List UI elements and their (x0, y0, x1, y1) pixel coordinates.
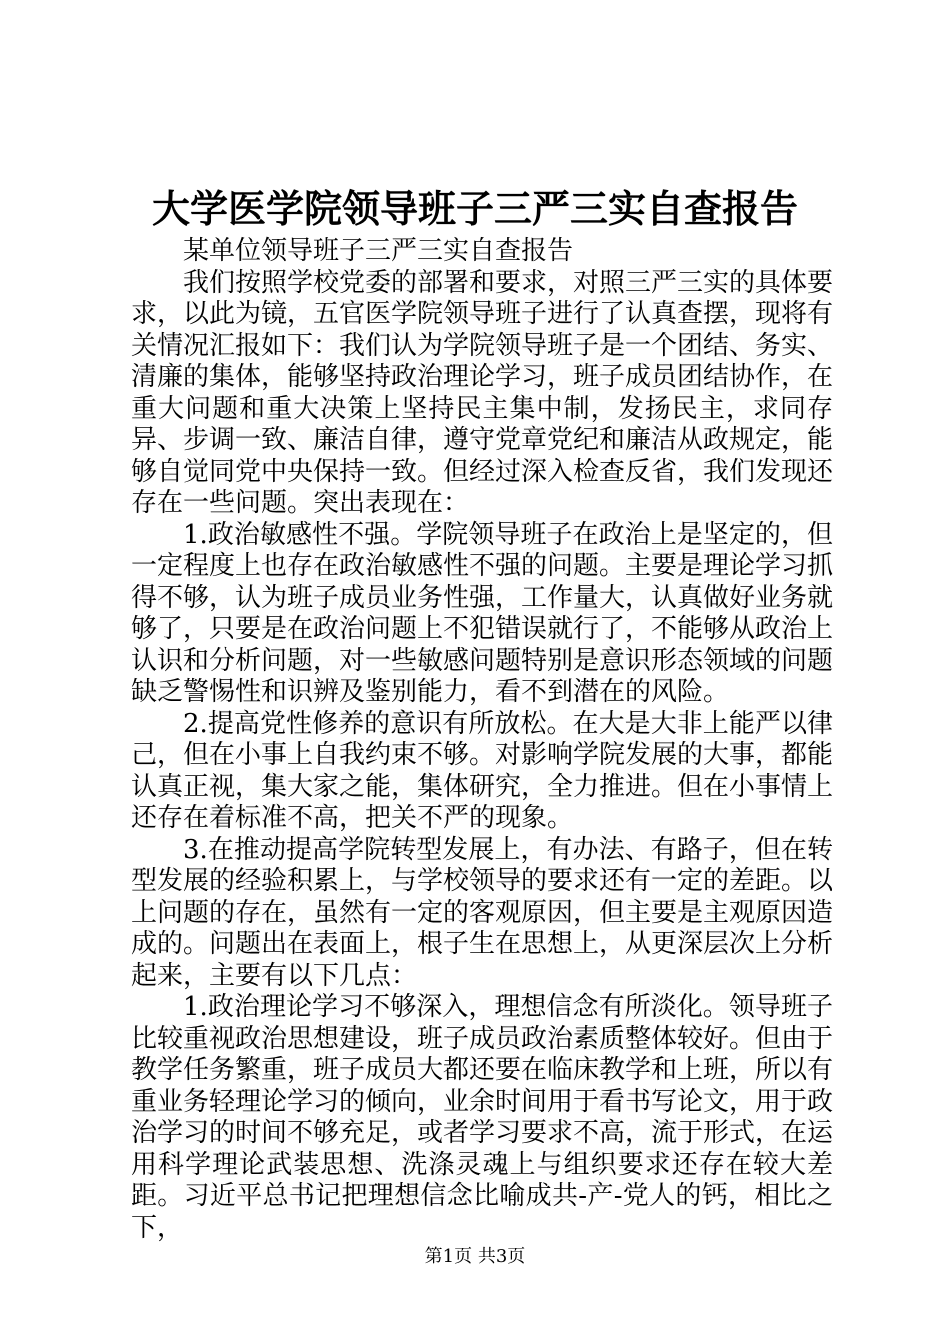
document-body (131, 236, 833, 1244)
issue-paragraph-3: 3.在推动提高学院转型发展上，有办法、有路子，但在转型发展的经验积累上，与学校领导的要求还有一定的差距。以上问题的存在，虽然有一定的客观原因，但主要是主观原因造成的。问题出在表面上，根子生在思想上，从更深层次上分析起来，主要有以下几点： (131, 834, 834, 991)
cause-paragraph-1: 1.政治理论学习不够深入，理想信念有所淡化。领导班子比较重视政治思想建设，班子成员政治素质整体较好。但由于教学任务繁重，班子成员大都还要在临床教学和上班，所以有重业务轻理论学习的倾向，业余时间用于看书写论文，用于政治学习的时间不够充足，或者学习要求不高，流于形式，在运用科学理论武装思想、洗涤灵魂上与组织要求还存在较大差距。习近平总书记把理想信念比喻成共-产-党人的钙，相比之下， (131, 992, 834, 1243)
issue-paragraph-1: 1.政治敏感性不强。学院领导班子在政治上是坚定的，但一定程度上也存在政治敏感性不强的问题。主要是理论学习抓得不够，认为班子成员业务性强，工作量大，认真做好业务就够了，只要是在政治问题上不犯错误就行了，不能够从政治上认识和分析问题，对一些敏感问题特别是意识形态领域的问题缺乏警惕性和识辨及鉴别能力，看不到潜在的风险。 (131, 519, 834, 707)
subtitle-paragraph: 某单位领导班子三严三实自查报告 (183, 236, 574, 266)
intro-paragraph: 我们按照学校党委的部署和要求，对照三严三实的具体要求，以此为镜，五官医学院领导班子进行了认真查摆，现将有关情况汇报如下：我们认为学院领导班子是一个团结、务实、清廉的集体，能够坚持政治理论学习，班子成员团结协作，在重大问题和重大决策上坚持民主集中制，发扬民主，求同存异、步调一致、廉洁自律，遵守党章党纪和廉洁从政规定，能够自觉同党中央保持一致。但经过深入检查反省，我们发现还存在一些问题。突出表现在： (131, 267, 834, 518)
issue-paragraph-2: 2.提高党性修养的意识有所放松。在大是大非上能严以律己，但在小事上自我约束不够。对影响学院发展的大事，都能认真正视，集大家之能，集体研究，全力推进。但在小事情上还存在着标准不高，把关不严的现象。 (131, 708, 834, 833)
page-footer: 第1页 共3页 (424, 1246, 526, 1267)
document-title: 大学医学院领导班子三严三实自查报告 (151, 186, 798, 231)
